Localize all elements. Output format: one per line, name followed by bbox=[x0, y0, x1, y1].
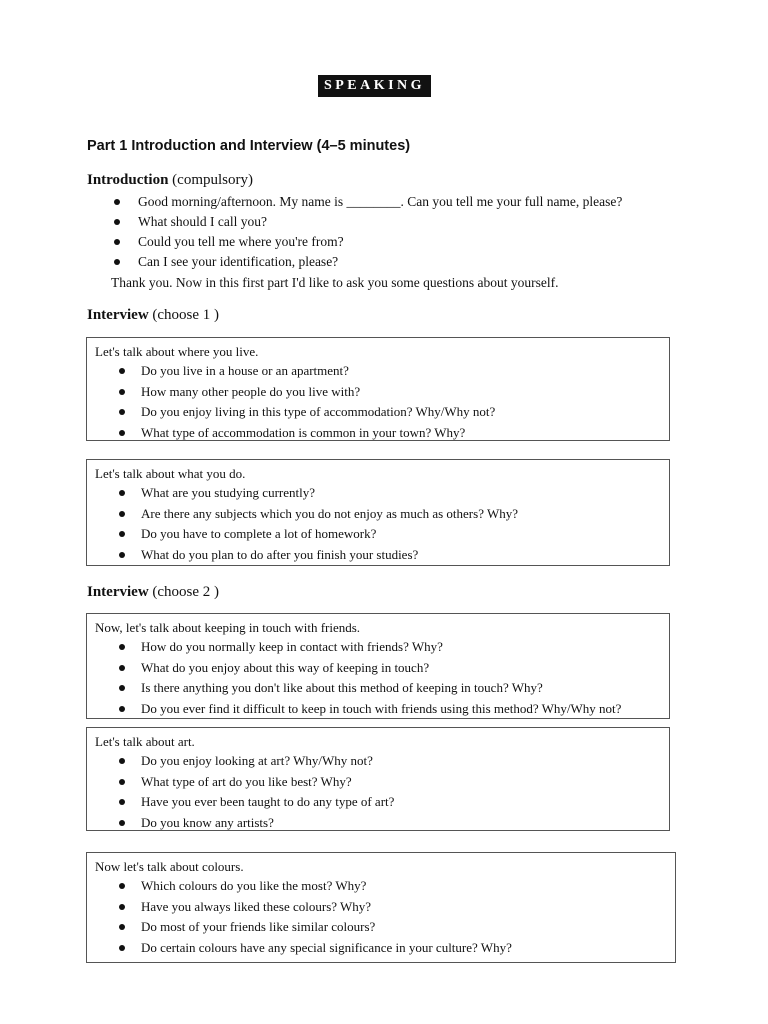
bullet-icon bbox=[119, 665, 125, 671]
list-item-text: Do you live in a house or an apartment? bbox=[141, 363, 349, 378]
speaking-banner bbox=[318, 75, 431, 97]
list-item bbox=[95, 678, 669, 699]
question-list bbox=[95, 751, 669, 833]
list-item bbox=[112, 232, 622, 252]
box-intro: Now let's talk about colours. bbox=[95, 859, 244, 874]
list-item bbox=[95, 813, 669, 834]
bullet-icon bbox=[119, 368, 125, 374]
list-item bbox=[95, 382, 669, 403]
list-item bbox=[95, 751, 669, 772]
list-item bbox=[95, 772, 669, 793]
list-item-text: Are there any subjects which you do not enjoy as much as others? Why? bbox=[141, 505, 519, 521]
list-item-text: What type of accommodation is common in your town? Why? bbox=[141, 424, 466, 440]
list-item-text: Could you tell me where you're from? bbox=[138, 234, 344, 249]
introduction-heading-note: (compulsory) bbox=[172, 172, 253, 188]
list-item bbox=[95, 876, 675, 897]
bullet-icon bbox=[119, 389, 125, 395]
list-item bbox=[95, 658, 669, 679]
list-item bbox=[95, 938, 675, 959]
bullet-icon bbox=[119, 706, 125, 712]
bullet-icon bbox=[114, 239, 120, 245]
bullet-icon bbox=[119, 531, 125, 537]
list-item bbox=[95, 504, 669, 525]
question-box-colours bbox=[86, 852, 676, 963]
bullet-icon bbox=[119, 799, 125, 805]
list-item-text: Do you ever find it difficult to keep in touch with friends using this method? Why/Why not? bbox=[141, 700, 622, 716]
list-item-text: How do you normally keep in contact with friends? Why? bbox=[141, 639, 443, 654]
bullet-icon bbox=[119, 490, 125, 496]
list-item bbox=[95, 545, 669, 566]
bullet-icon bbox=[119, 779, 125, 785]
question-box-where-you-live bbox=[86, 337, 670, 441]
bullet-icon bbox=[114, 199, 120, 205]
question-list bbox=[95, 637, 669, 719]
list-item bbox=[95, 897, 675, 918]
question-list bbox=[95, 876, 675, 958]
list-item-text: What should I call you? bbox=[138, 214, 267, 229]
list-item-text: How many other people do you live with? bbox=[141, 383, 361, 399]
bullet-icon bbox=[119, 924, 125, 930]
list-item bbox=[112, 252, 622, 272]
bullet-icon bbox=[119, 409, 125, 415]
question-box-art bbox=[86, 727, 670, 831]
list-item-text: Can I see your identification, please? bbox=[138, 254, 339, 269]
introduction-heading bbox=[87, 172, 253, 189]
list-item bbox=[112, 212, 622, 232]
bullet-icon bbox=[119, 820, 125, 826]
part-title bbox=[87, 138, 410, 154]
question-list bbox=[95, 483, 669, 565]
list-item bbox=[95, 402, 669, 423]
bullet-icon bbox=[119, 511, 125, 517]
list-item bbox=[95, 361, 669, 382]
list-item bbox=[112, 192, 622, 212]
list-item-text: What do you enjoy about this way of keeping in touch? bbox=[141, 659, 430, 675]
list-item-text: Do certain colours have any special significance in your culture? Why? bbox=[141, 939, 512, 955]
interview-2-heading bbox=[87, 584, 219, 601]
introduction-list bbox=[112, 192, 622, 272]
list-item-text: Do you enjoy living in this type of accommodation? Why/Why not? bbox=[141, 404, 496, 419]
list-item-text: What are you studying currently? bbox=[141, 485, 315, 500]
interview-1-heading-note: (choose 1 ) bbox=[152, 307, 220, 323]
bullet-icon bbox=[114, 259, 120, 265]
interview-2-heading-label: Interview bbox=[87, 584, 149, 600]
list-item-text: What type of art do you like best? Why? bbox=[141, 773, 352, 789]
list-item bbox=[95, 524, 669, 545]
bullet-icon bbox=[119, 644, 125, 650]
part-title-main: Part 1 Introduction and Interview bbox=[87, 138, 313, 154]
bullet-icon bbox=[119, 883, 125, 889]
list-item-text: Do you enjoy looking at art? Why/Why not? bbox=[141, 753, 373, 768]
list-item bbox=[95, 917, 675, 938]
question-box-what-you-do bbox=[86, 459, 670, 566]
box-intro: Let's talk about what you do. bbox=[95, 466, 246, 481]
list-item-text: Good morning/afternoon. My name is ________. Can you tell me your full name, please? bbox=[138, 194, 623, 209]
list-item bbox=[95, 699, 669, 720]
list-item bbox=[95, 483, 669, 504]
list-item-text: Have you always liked these colours? Why? bbox=[141, 898, 372, 914]
question-list bbox=[95, 361, 669, 443]
interview-1-heading-label: Interview bbox=[87, 307, 149, 323]
box-intro: Let's talk about art. bbox=[95, 734, 195, 749]
question-box-keeping-in-touch bbox=[86, 613, 670, 719]
banner-text: SPEAKING bbox=[323, 78, 426, 93]
bullet-icon bbox=[119, 945, 125, 951]
interview-1-heading bbox=[87, 307, 219, 324]
bullet-icon bbox=[119, 758, 125, 764]
list-item-text: Do you have to complete a lot of homework? bbox=[141, 526, 377, 541]
interview-2-heading-note: (choose 2 ) bbox=[152, 584, 220, 600]
list-item-text: Do you know any artists? bbox=[141, 814, 274, 830]
part-title-time: (4–5 minutes) bbox=[316, 138, 411, 154]
bullet-icon bbox=[119, 904, 125, 910]
box-intro: Let's talk about where you live. bbox=[95, 344, 259, 359]
bullet-icon bbox=[119, 430, 125, 436]
list-item bbox=[95, 792, 669, 813]
bullet-icon bbox=[114, 219, 120, 225]
list-item-text: Is there anything you don't like about this method of keeping in touch? Why? bbox=[141, 680, 543, 695]
list-item-text: What do you plan to do after you finish your studies? bbox=[141, 546, 419, 562]
list-item-text: Which colours do you like the most? Why? bbox=[141, 878, 367, 893]
list-item bbox=[95, 423, 669, 444]
introduction-closing: Thank you. Now in this first part I'd like to ask you some questions about yourself. bbox=[111, 275, 559, 290]
list-item-text: Have you ever been taught to do any type of art? bbox=[141, 794, 395, 809]
bullet-icon bbox=[119, 552, 125, 558]
bullet-icon bbox=[119, 685, 125, 691]
list-item-text: Do most of your friends like similar colours? bbox=[141, 919, 376, 934]
box-intro: Now, let's talk about keeping in touch with friends. bbox=[95, 620, 361, 635]
list-item bbox=[95, 637, 669, 658]
introduction-heading-label: Introduction bbox=[87, 172, 169, 188]
